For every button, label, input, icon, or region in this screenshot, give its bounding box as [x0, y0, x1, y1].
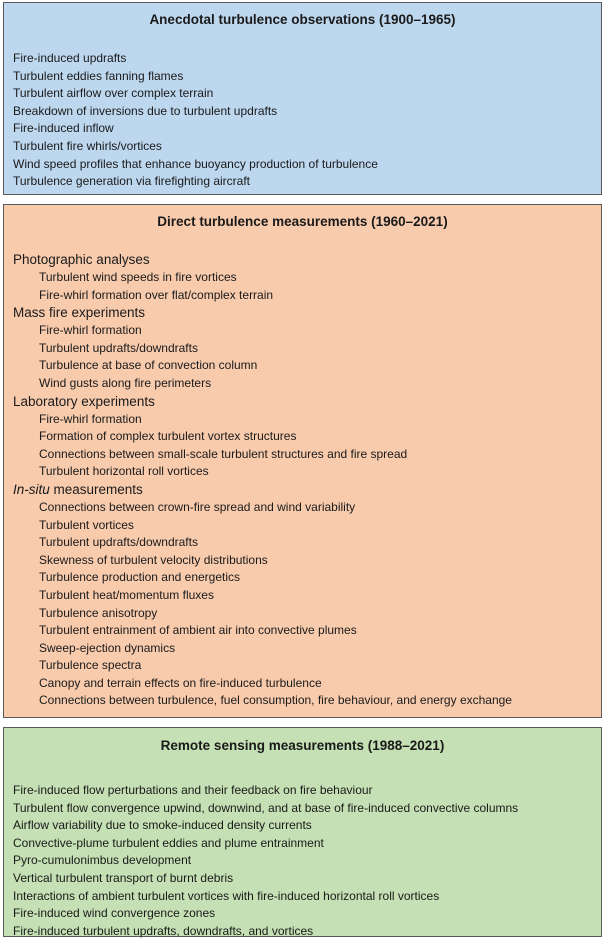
list-item: Breakdown of inversions due to turbulent updrafts — [13, 103, 278, 118]
list-item: Convective-plume turbulent eddies and plume entrainment — [13, 835, 324, 850]
list-item: Turbulence at base of convection column — [39, 358, 258, 373]
category-mass-fire-experiments: Mass fire experiments — [13, 305, 146, 321]
list-item: Pyro-cumulonimbus development — [13, 853, 192, 868]
in-situ-italic-label: In-situ — [13, 481, 50, 497]
list-item: Turbulent wind speeds in fire vortices — [39, 270, 237, 284]
list-item: Turbulent updrafts/downdrafts — [39, 340, 198, 355]
list-item: Skewness of turbulent velocity distributions — [39, 552, 268, 567]
remote-sensing-panel — [3, 727, 602, 937]
list-item: Sweep-ejection dynamics — [39, 640, 176, 655]
list-item: Formation of complex turbulent vortex structures — [39, 429, 297, 444]
in-situ-label-rest: measurements — [49, 481, 143, 497]
list-item: Fire-whirl formation — [39, 323, 142, 338]
list-item: Canopy and terrain effects on fire-induced turbulence — [39, 675, 322, 690]
list-item: Connections between crown-fire spread and wind variability — [39, 499, 356, 514]
list-item: Airflow variability due to smoke-induced density currents — [13, 818, 312, 833]
list-item: Fire-induced inflow — [13, 121, 114, 136]
list-item: Turbulence production and energetics — [39, 570, 241, 585]
direct-panel-title: Direct turbulence measurements (1960–2021) — [157, 214, 448, 229]
list-item: Turbulent airflow over complex terrain — [13, 86, 214, 101]
list-item: Turbulent entrainment of ambient air into convective plumes — [39, 623, 357, 638]
category-laboratory-experiments: Laboratory experiments — [13, 393, 155, 409]
list-item: Connections between turbulence, fuel consumption, fire behaviour, and energy exchange — [39, 693, 512, 708]
list-item: Turbulent flow convergence upwind, downwind, and at base of fire-induced convective columns — [13, 800, 519, 815]
list-item: Turbulent vortices — [39, 517, 134, 532]
list-item: Turbulent eddies fanning flames — [13, 68, 184, 83]
direct-measurements-panel — [3, 204, 602, 718]
list-item: Turbulent horizontal roll vortices — [39, 464, 209, 479]
list-item: Turbulent updrafts/downdrafts — [39, 535, 198, 550]
anecdotal-observations-panel — [3, 2, 602, 195]
list-item: Fire-induced wind convergence zones — [13, 906, 216, 921]
list-item: Connections between small-scale turbulent structures and fire spread — [39, 446, 408, 461]
anecdotal-list — [4, 50, 601, 191]
list-item: Turbulence anisotropy — [39, 605, 158, 620]
list-item: Turbulent fire whirls/vortices — [13, 138, 162, 153]
list-item: Interactions of ambient turbulent vortices with fire-induced horizontal roll vortices — [13, 888, 440, 903]
list-item: Fire-whirl formation — [39, 411, 142, 426]
list-item: Turbulent heat/momentum fluxes — [39, 587, 214, 602]
remote-list — [4, 782, 601, 940]
list-item: Fire-whirl formation over flat/complex terrain — [39, 287, 274, 302]
anecdotal-panel-title: Anecdotal turbulence observations (1900–1965) — [149, 12, 456, 27]
category-in-situ-measurements — [4, 481, 601, 499]
list-item: Wind speed profiles that enhance buoyancy production of turbulence — [13, 156, 378, 171]
remote-panel-title: Remote sensing measurements (1988–2021) — [160, 738, 445, 753]
category-photographic-analyses: Photographic analyses — [13, 252, 150, 267]
list-item: Fire-induced turbulent updrafts, downdrafts, and vortices — [13, 923, 314, 938]
list-item: Vertical turbulent transport of burnt debris — [13, 870, 234, 885]
list-item: Turbulence spectra — [39, 658, 142, 673]
list-item: Turbulence generation via firefighting aircraft — [13, 174, 251, 189]
list-item: Fire-induced flow perturbations and their feedback on fire behaviour — [13, 783, 373, 797]
list-item: Fire-induced updrafts — [13, 51, 127, 65]
list-item: Wind gusts along fire perimeters — [39, 375, 212, 390]
direct-list — [4, 251, 601, 710]
